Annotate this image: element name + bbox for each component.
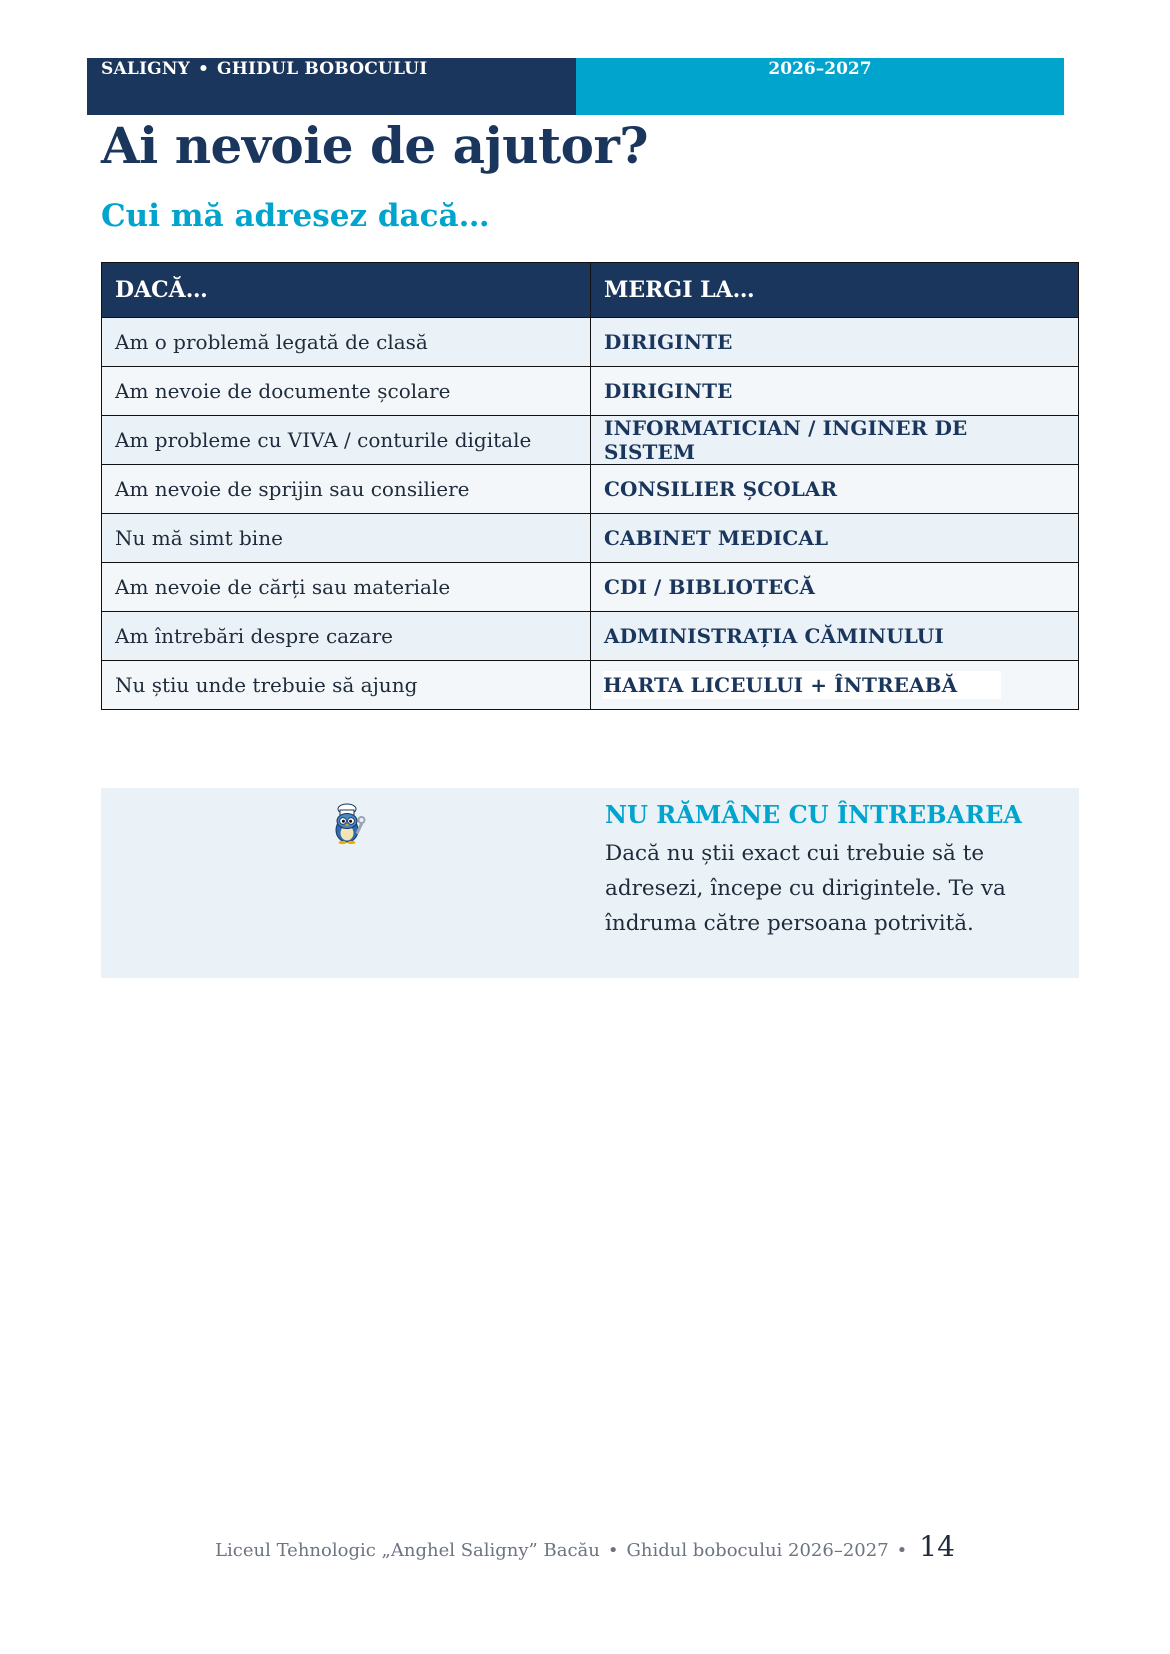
footer-school: Liceul Tehnologic „Anghel Saligny” Bacău: [215, 1540, 600, 1561]
table-row: [102, 612, 1079, 661]
header-guide: GHIDUL BOBOCULUI: [217, 59, 428, 79]
page-footer: [0, 1530, 1170, 1563]
info-text: Dacă nu știi exact cui trebuie să te adresezi, începe cu dirigintele. Te va îndruma către persoana potrivită.: [605, 841, 1006, 936]
table-cell-go: [591, 661, 1079, 710]
help-table: [101, 262, 1079, 710]
footer-separator: •: [607, 1540, 619, 1561]
header-band: [87, 58, 1064, 115]
table-row: [102, 661, 1079, 710]
table-cell-if: Nu mă simt bine: [102, 514, 591, 563]
table-row: [102, 465, 1079, 514]
table-cell-go: DIRIGINTE: [591, 318, 1079, 367]
table-row: [102, 514, 1079, 563]
table-cell-if: Am întrebări despre cazare: [102, 612, 591, 661]
header-right: [576, 58, 1064, 115]
table-cell-go: ADMINISTRAȚIA CĂMINULUI: [591, 612, 1079, 661]
table-cell-go: CDI / BIBLIOTECĂ: [591, 563, 1079, 612]
header-separator: •: [197, 59, 210, 79]
table-cell-if: Nu știu unde trebuie să ajung: [102, 661, 591, 710]
table-header-if: DACĂ…: [102, 263, 591, 318]
page-title: Ai nevoie de ajutor?: [101, 116, 649, 175]
table-row: [102, 563, 1079, 612]
table-cell-if: Am nevoie de documente școlare: [102, 367, 591, 416]
table-cell-go: CONSILIER ȘCOLAR: [591, 465, 1079, 514]
table-header-row: [102, 263, 1079, 318]
table-header-go: MERGI LA…: [591, 263, 1079, 318]
table-cell-if: Am nevoie de sprijin sau consiliere: [102, 465, 591, 514]
highlighted-destination: HARTA LICEULUI + ÎNTREABĂ: [603, 671, 1001, 699]
header-year: 2026–2027: [768, 59, 872, 79]
info-box: [101, 788, 1079, 978]
table-cell-if: Am probleme cu VIVA / conturile digitale: [102, 416, 591, 465]
page-subtitle: Cui mă adresez dacă…: [101, 198, 490, 234]
footer-separator-2: •: [896, 1540, 908, 1561]
owl-mascot-icon: [325, 802, 369, 846]
table-row: [102, 367, 1079, 416]
table-cell-go: DIRIGINTE: [591, 367, 1079, 416]
table-row: [102, 318, 1079, 367]
header-left: [87, 58, 576, 115]
table-cell-go: CABINET MEDICAL: [591, 514, 1079, 563]
header-school: SALIGNY: [101, 59, 190, 79]
table-cell-if: Am o problemă legată de clasă: [102, 318, 591, 367]
info-heading: NU RĂMÂNE CU ÎNTREBAREA: [605, 800, 1022, 829]
table-cell-if: Am nevoie de cărți sau materiale: [102, 563, 591, 612]
table-cell-go: INFORMATICIAN / INGINER DE SISTEM: [591, 416, 1079, 465]
table-row: [102, 416, 1079, 465]
page-number: 14: [919, 1530, 955, 1563]
footer-guide: Ghidul bobocului 2026–2027: [626, 1540, 889, 1561]
